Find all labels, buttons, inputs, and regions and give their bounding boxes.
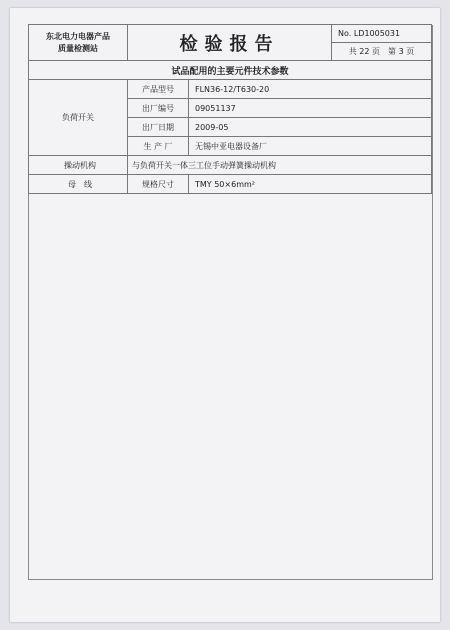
serial-key: 出厂编号 [128, 99, 189, 118]
model-key: 产品型号 [128, 80, 189, 99]
report-table [28, 24, 432, 194]
page-count: 共 22 页 第 3 页 [332, 43, 432, 61]
model-value: FLN36-12/T630-20 [189, 80, 432, 99]
section-title: 试品配用的主要元件技术参数 [29, 61, 432, 80]
report-title: 检验报告 [128, 25, 332, 61]
maker-value: 无锡中亚电器设备厂 [189, 137, 432, 156]
busbar-label: 母 线 [29, 175, 128, 194]
load-switch-label: 负荷开关 [29, 80, 128, 156]
org-name-line2: 质量检测站 [58, 43, 98, 53]
mechanism-label: 操动机构 [29, 156, 128, 175]
date-key: 出厂日期 [128, 118, 189, 137]
report-number: No. LD1005031 [332, 25, 432, 43]
org-name-cell [29, 25, 128, 61]
date-value: 2009-05 [189, 118, 432, 137]
org-name-line1: 东北电力电器产品 [46, 31, 110, 41]
serial-value: 09051137 [189, 99, 432, 118]
busbar-key: 规格尺寸 [128, 175, 189, 194]
busbar-value: TMY 50×6mm² [189, 175, 432, 194]
maker-key: 生 产 厂 [128, 137, 189, 156]
mechanism-value: 与负荷开关一体三工位手动弹簧操动机构 [128, 156, 432, 175]
